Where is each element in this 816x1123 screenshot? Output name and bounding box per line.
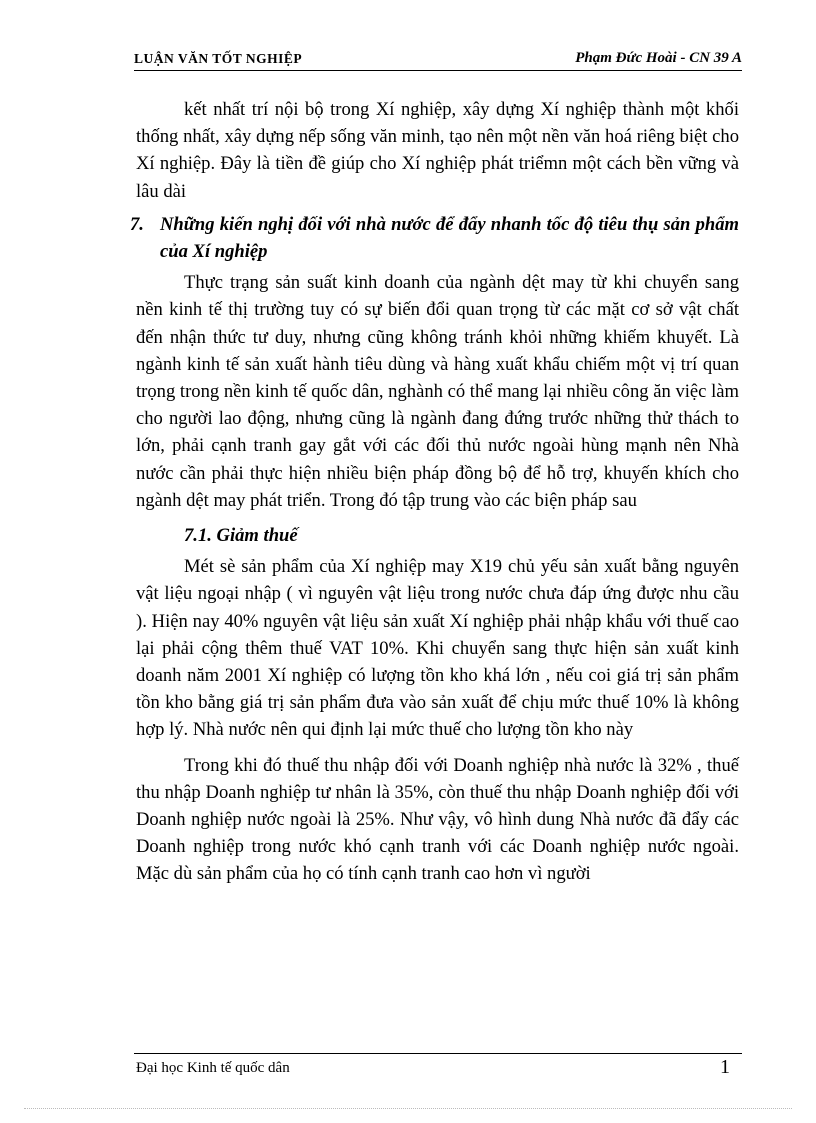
page-bottom-dotted-line <box>24 1108 792 1109</box>
section-number: 7. <box>130 213 144 235</box>
page-number: 1 <box>720 1056 730 1078</box>
page-header <box>134 48 742 71</box>
header-title: LUẬN VĂN TỐT NGHIỆP <box>134 51 303 66</box>
section-heading <box>130 211 739 265</box>
footer-university: Đại học Kinh tế quốc dân <box>136 1060 290 1076</box>
paragraph-tax-1: Mét sè sản phẩm của Xí nghiệp may X19 chủ yếu sản xuất bằng nguyên vật liệu ngoại nhập ( vì nguyên vật liệu trong nước chưa đáp ứng được nhu cầu ). Hiện nay 40% nguyên vật liệu sản xuất Xí nghiệp phải nhập khẩu với thuế cao lại phải cộng thêm thuế VAT 10%. Khi chuyển sang thực hiện sản xuất kinh doanh năm 2001 Xí nghiệp có lượng tồn kho khá lớn , nếu coi giá trị sản phẩm tồn kho bằng giá trị sản phẩm đưa vào sản xuất để chịu mức thuế 10% là không hợp lý. Nhà nước nên qui định lại mức thuế cho lượng tồn kho này <box>136 556 739 741</box>
subsection-heading: 7.1. Giảm thuế <box>184 525 298 547</box>
page-content <box>130 96 739 888</box>
section-title: Những kiến nghị đối với nhà nước để đẩy nhanh tốc độ tiêu thụ sản phẩm của Xí nghiệp <box>160 213 739 263</box>
paragraph-intro: kết nhất trí nội bộ trong Xí nghiệp, xây dựng Xí nghiệp thành một khối thống nhất, xây dựng nếp sống văn minh, tạo nên một nền văn hoá riêng biệt cho Xí nghiệp. Đây là tiền đề giúp cho Xí nghiệp phát triểmn một cách bền vững và lâu dài <box>136 99 739 202</box>
paragraph-section: Thực trạng sản suất kinh doanh của ngành dệt may từ khi chuyển sang nền kinh tế thị trường tuy có sự biến đổi quan trọng từ các mặt cơ sở vật chất đến nhận thức tư duy, nhưng cũng không tránh khỏi những khiếm khuyết. Là ngành kinh tế sản xuất hành tiêu dùng và hàng xuất khẩu chiếm một vị trí quan trọng trong nền kinh tế quốc dân, nghành có thể mang lại nhiều công ăn việc làm cho người lao động, nhưng cũng là ngành đang đứng trước những thử thách to lớn, phải cạnh tranh gay gắt với các đối thủ nước ngoài hùng mạnh nên Nhà nước cần phải thực hiện nhiều biện pháp đồng bộ để hỗ trợ, khuyến khích cho ngành dệt may phát triển. Trong đó tập trung vào các biện pháp sau <box>136 272 739 511</box>
paragraph-tax-2: Trong khi đó thuế thu nhập đối với Doanh nghiệp nhà nước là 32% , thuế thu nhập Doanh nghiệp tư nhân là 35%, còn thuế thu nhập Doanh nghiệp đối với Doanh nghiệp nước ngoài là 25%. Như vậy, vô hình dung Nhà nước đã đẩy các Doanh nghiệp trong nước khó cạnh tranh với các Doanh nghiệp nước ngoài. Mặc dù sản phẩm của họ có tính cạnh tranh cao hơn vì người <box>136 754 739 885</box>
header-author: Phạm Đức Hoài - CN 39 A <box>575 50 742 66</box>
page-footer <box>134 1053 742 1084</box>
